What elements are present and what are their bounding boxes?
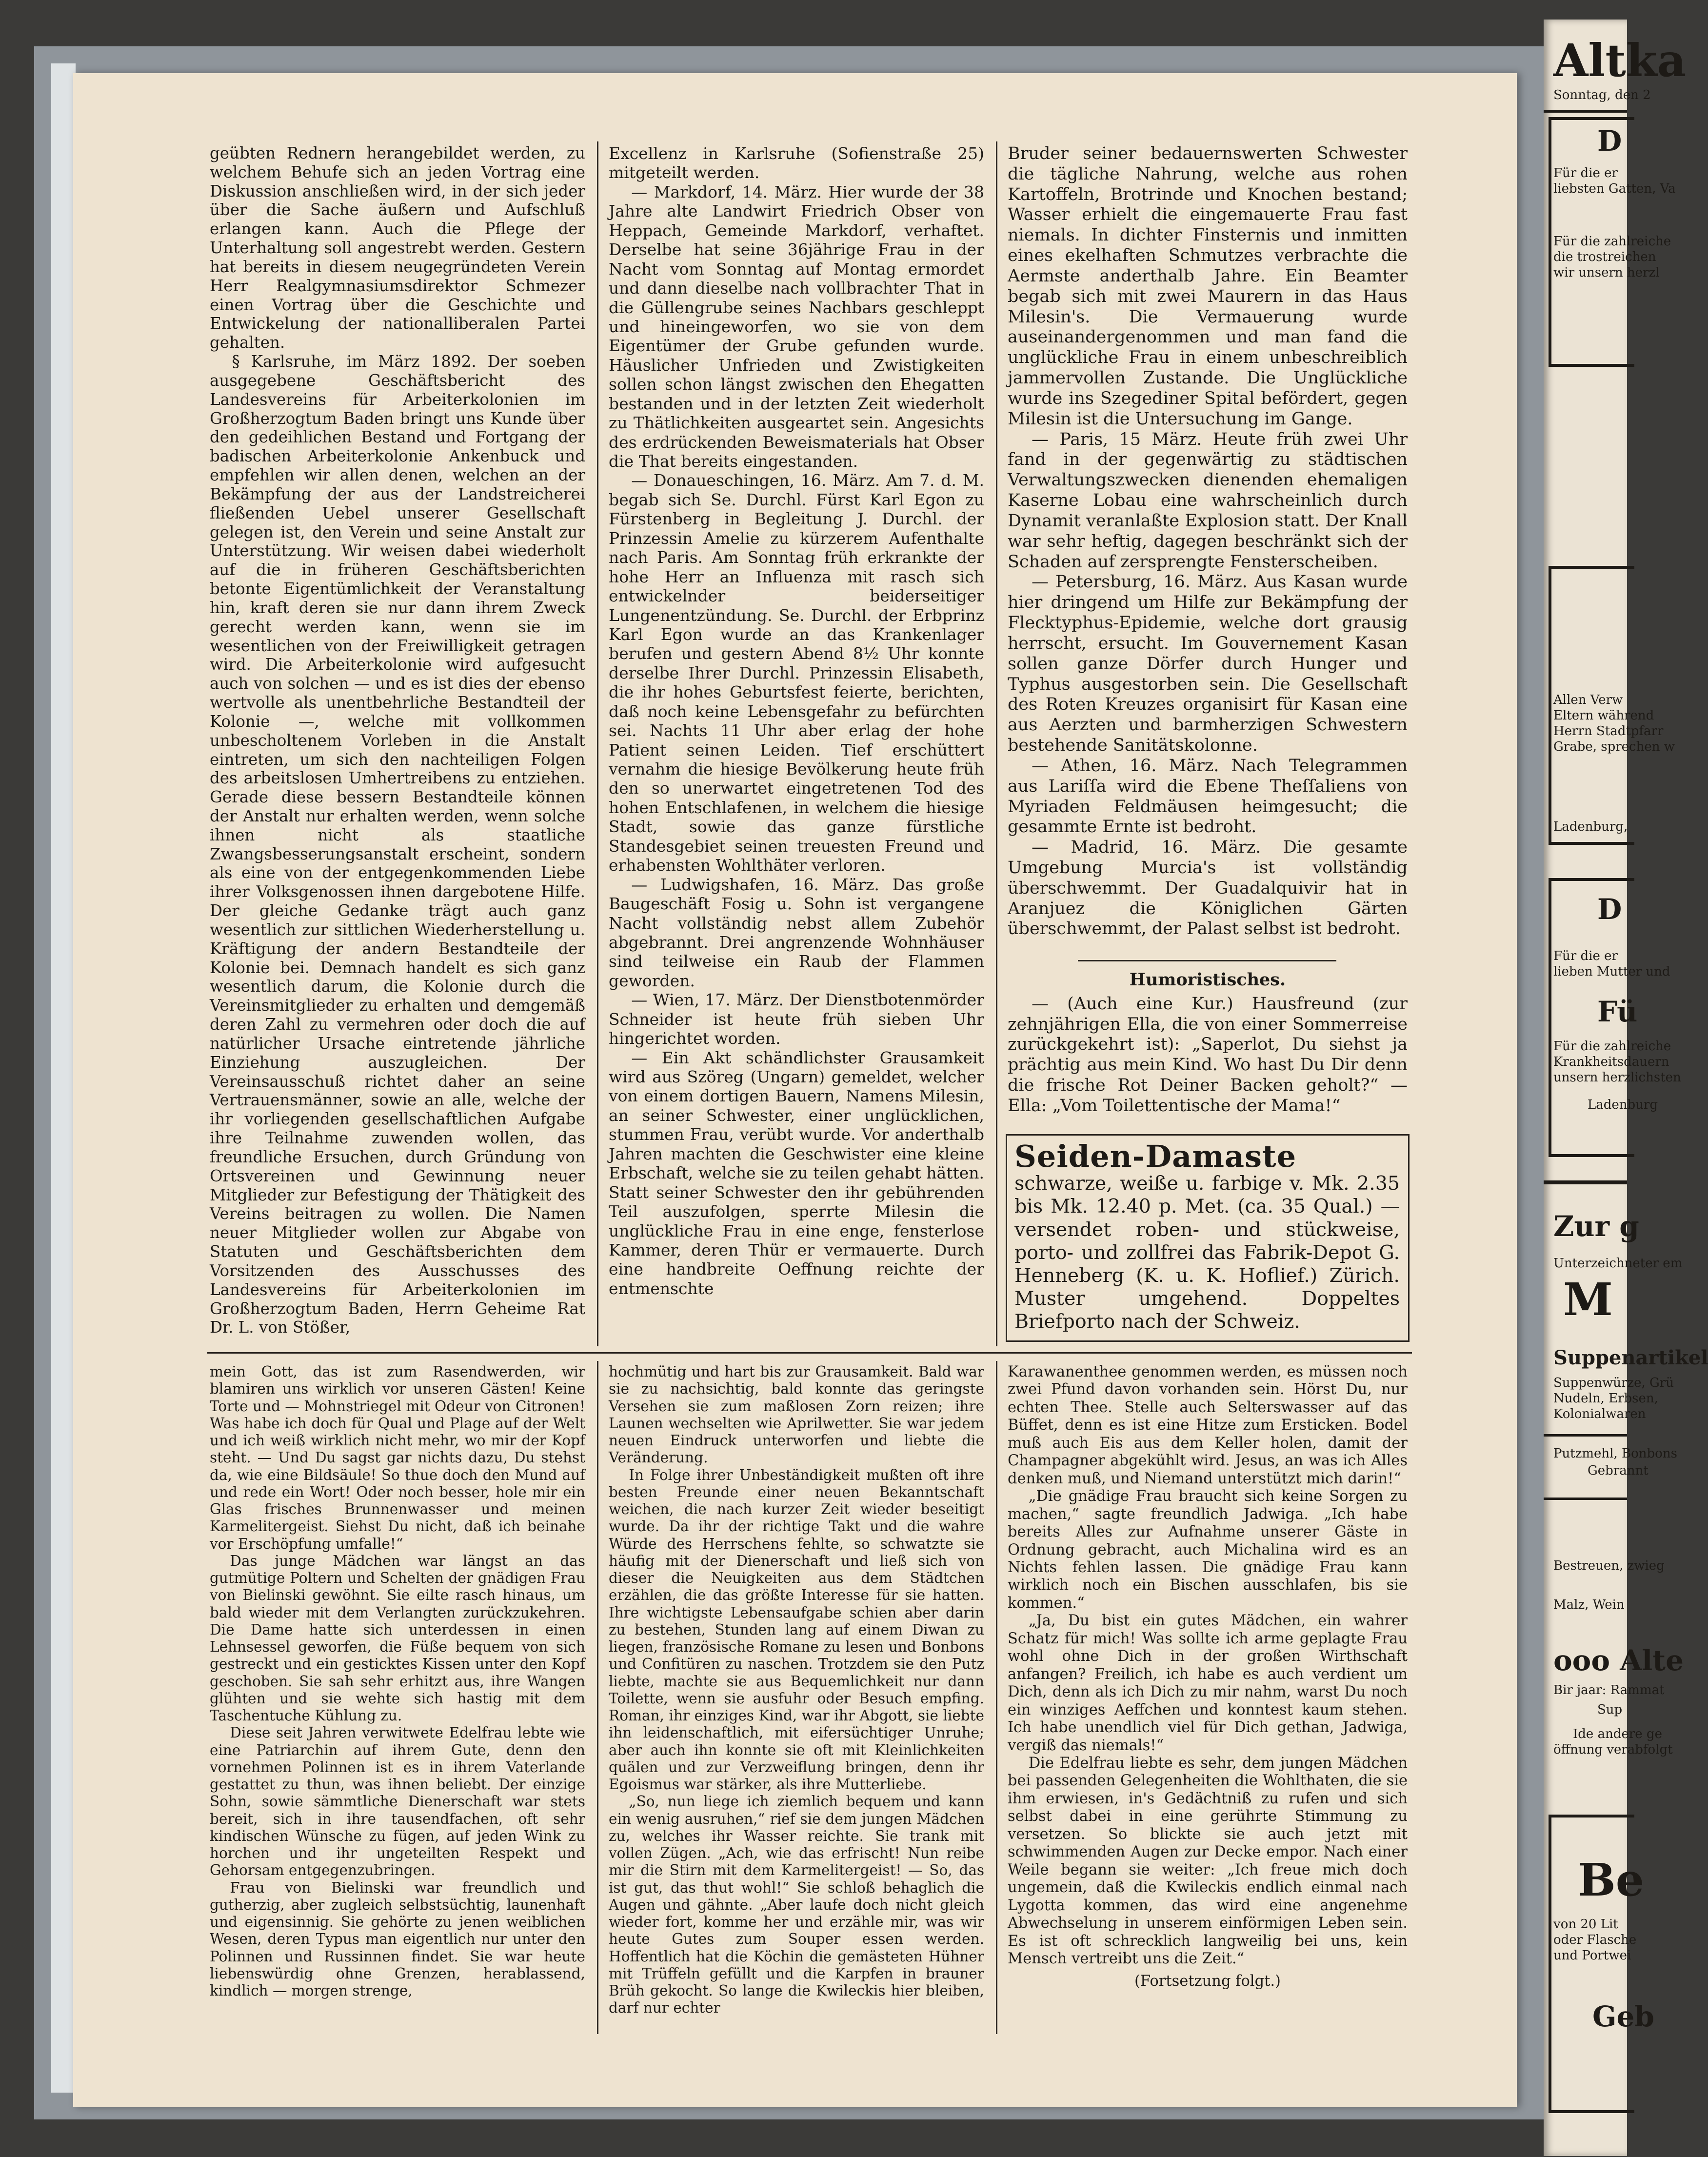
section-divider — [207, 1352, 1412, 1354]
ad-headline: Seiden-Damaste — [1014, 1138, 1297, 1174]
adjacent-fragment: Nudeln, Erbsen, — [1553, 1391, 1658, 1406]
adjacent-masthead: Altka — [1553, 34, 1687, 87]
adjacent-fragment: Ladenburg, — [1553, 819, 1628, 834]
adjacent-fragment: liebsten Gatten, Va — [1553, 181, 1676, 196]
adjacent-fragment: Grabe, sprechen w — [1553, 739, 1675, 754]
story-paragraph: „So, nun liege ich ziemlich bequem und kann ein wenig ausruhen,“ rief sie dem jungen Mädchen zu, welches ihr Wasser reichte. Sie trank mit vollen Zügen. „Ach, wie das erfrischt! Nun reibe mir die Stirn mit dem Karmelitergeist! — So, das ist gut, das thut wohl!“ Sie schloß behaglich die Augen und gähnte. „Aber laufe doch nicht gleich wieder fort, komme her und erzähle mir, was wir heute Gutes zum Souper essen werden. Hoffentlich hat die Köchin die gemästeten Hühner mit Trüffeln gefüllt und die Karpfen in brauner Brüh gekocht. So lange die Kwileckis hier bleiben, darf nur echter — [609, 1793, 984, 2017]
adjacent-fragment: Eltern während — [1553, 708, 1654, 723]
adjacent-fragment: Putzmehl, Bonbons — [1553, 1446, 1677, 1461]
adjacent-rule — [1544, 1498, 1627, 1500]
story-paragraph: Die Edelfrau liebte es sehr, dem jungen Mädchen bei passenden Gelegenheiten die Wohlthaten, die sie ihm erwiesen, in's Gedächtniß zu rufen und sich selbst dabei in eine gerührte Stimmung zu versetzen. So blickte sie auch jetzt mit schwimmenden Augen zur Decke empor. Nach einer Weile begann sie weiter: „Ich freue mich doch ungemein, daß die Kwileckis endlich einmal nach Lygotta kommen, das wird eine angenehme Abwechselung in unserem einförmigen Leben sein. Es ist oft schrecklich langweilig bei uns, kein Mensch vertreibt uns die Zeit.“ — [1008, 1754, 1408, 1967]
story-paragraph: Diese seit Jahren verwitwete Edelfrau lebte wie eine Patriarchin auf ihrem Gute, denn den vornehmen Polinnen ist es in ihrem Vaterlande gestattet zu thun, was ihnen beliebt. Der einzige Sohn, sowie sämmtliche Dienerschaft war stets bereit, sich in ihre tausendfachen, oft sehr kindischen Wünsche zu fügen, auf jeden Wink zu horchen und ihr ungeteilten Respekt und Gehorsam entgegenzubringen. — [210, 1724, 585, 1879]
column-divider — [996, 141, 997, 1346]
ad-silk-damask-text — [1014, 1138, 1400, 1334]
article-paragraph: Excellenz in Karlsruhe (Sofienstraße 25) mitgeteilt werden. — [609, 144, 984, 182]
adjacent-fragment: Krankheitsdauern — [1553, 1055, 1669, 1069]
adjacent-fragment: D — [1597, 124, 1622, 158]
adjacent-fragment: von 20 Lit — [1553, 1917, 1618, 1932]
adjacent-fragment: Malz, Wein — [1553, 1598, 1625, 1612]
adjacent-fragment: Sup — [1597, 1702, 1623, 1717]
column-1-upper — [210, 144, 585, 1337]
adjacent-fragment: Fü — [1597, 995, 1638, 1028]
adjacent-fragment: Für die zahlreiche — [1553, 1039, 1671, 1054]
adjacent-fragment: Zur g — [1553, 1210, 1639, 1243]
story-paragraph: „Die gnädige Frau braucht sich keine Sorgen zu machen,“ sagte freundlich Jadwiga. „Ich habe bereits Alles zur Aufnahme unserer Gäste in Ordnung gebracht, auch Michalina wird es an Nichts fehlen lassen. Die gnädige Frau kann wirklich noch ein Bischen ausschlafen, bis sie kommen.“ — [1008, 1488, 1408, 1612]
article-paragraph: — Donaueschingen, 16. März. Am 7. d. M. begab sich Se. Durchl. Fürst Karl Egon zu Fürstenberg in Begleitung J. Durchl. der Prinzessin Amelie zu kürzerem Aufenthalte nach Paris. Am Sonntag früh erkrankte der hohe Herr an Influenza mit rasch sich entwickelnder beiderseitiger Lungenentzündung. Se. Durchl. der Erbprinz Karl Egon wurde an das Krankenlager berufen und gestern Abend 8½ Uhr konnte derselbe Ihrer Durchl. Prinzessin Elisabeth, die ihr hohes Geburtsfest feierte, berichten, daß noch keine Lebensgefahr zu befürchten sei. Nachts 11 Uhr aber erlag der hohe Patient seinen Leiden. Tief erschüttert vernahm die hiesige Bevölkerung heute früh den so unerwartet eingetretenen Tod des hohen Entschlafenen, in welchem die hiesige Stadt, sowie das ganze fürstliche Standesgebiet seinen treuesten Freund und erhabensten Wohlthäter verloren. — [609, 471, 984, 875]
story-paragraph: In Folge ihrer Unbeständigkeit mußten oft ihre besten Freunde einer neuen Bekanntschaft weichen, die nach kurzer Zeit wieder beseitigt wurde. Da ihr der richtige Takt und die wahre Würde des Herrschens fehlte, so schwatzte sie häufig mit der Dienerschaft und ließ sich von dieser die Neuigkeiten aus dem Städtchen erzählen, die das größte Interesse für sie hatten. Ihre wichtigste Lebensaufgabe schien aber darin zu bestehen, Stunden lang auf einem Diwan zu liegen, französische Romane zu lesen und Bonbons und Confitüren zu naschen. Trotzdem sie den Putz liebte, machte sie aus Bequemlichkeit nur dann Toilette, wenn sie ausfuhr oder Besuch empfing. Roman, ihr einziges Kind, war ihr Abgott, sie liebte ihn leidenschaftlich, mit eifersüchtiger Unruhe; aber auch ihn konnte sie oft mit Kleinlichkeiten quälen und zur Verzweiflung bringen, denn ihr Egoismus war stärker, als ihre Mutterliebe. — [609, 1466, 984, 1793]
adjacent-fragment: Für die er — [1553, 166, 1618, 180]
adjacent-fragment: die trostreichen — [1553, 250, 1656, 264]
adjacent-fragment: Gebrannt — [1588, 1463, 1648, 1478]
article-paragraph: geübten Rednern herangebildet werden, zu welchem Behufe sich an jeden Vortrag eine Diskussion anschließen wird, in der sich jeder über die Sache äußern und Aufschluß erlangen kann. Auch die Pflege der Unterhaltung soll angestrebt werden. Gestern hat bereits in diesem neugegründeten Verein Herr Realgymnasiumsdirektor Schmezer einen Vortrag über die Geschichte und Entwickelung der nationalliberalen Partei gehalten. — [210, 144, 585, 352]
article-paragraph: — Athen, 16. März. Nach Telegrammen aus Lariſſa wird die Ebene Theſſaliens von Myriaden Feldmäusen heimgesucht; die gesammte Ernte ist bedroht. — [1008, 756, 1408, 837]
humor-paragraph: — (Auch eine Kur.) Hausfreund (zur zehnjährigen Ella, die von einer Sommerreise zurückgekehrt ist): „Saperlot, Du siehst ja prächtig aus mein Kind. Wo hast Du Dir denn die frische Rot Deiner Backen geholt?“ — Ella: „Vom Toilettentische der Mama!“ — [1008, 994, 1408, 1116]
column-3-upper — [1008, 144, 1408, 956]
column-3-lower — [1008, 1363, 1408, 2022]
story-paragraph: „Ja, Du bist ein gutes Mädchen, ein wahrer Schatz für mich! Was sollte ich arme geplagte Frau wohl ohne Dich in der großen Wirthschaft anfangen? Freilich, ich habe es auch verdient um Dich, denn als ich Dich zu mir nahm, warst Du noch ein winziges Aeffchen und konntest kaum stehen. Ich habe unendlich viel für Dich gethan, Jadwiga, vergiß das niemals!“ — [1008, 1612, 1408, 1754]
adjacent-fragment: unsern herzlichsten — [1553, 1070, 1681, 1085]
adjacent-fragment: öffnung verabfolgt — [1553, 1742, 1673, 1757]
adjacent-fragment: Geb — [1592, 2000, 1654, 2033]
article-paragraph: § Karlsruhe, im März 1892. Der soeben ausgegebene Geschäftsbericht des Landesvereins für Arbeiterkolonien im Großherzogtum Baden bringt uns Kunde über den gedeihlichen Bestand und Fortgang der badischen Arbeiterkolonie Ankenbuck und empfehlen wir allen denen, welchen an der Bekämpfung der aus der Landstreicherei fließenden Uebel unserer Gesellschaft gelegen ist, den Verein und seine Anstalt zur Unterstützung. Wir weisen dabei wiederholt auf die in früheren Geschäftsberichten betonte Eigentümlichkeit der Veranstaltung hin, kraft deren sie nur dann ihrem Zweck gerecht werden kann, wenn sie im wesentlichen von der Freiwilligkeit getragen wird. Die Arbeiterkolonie wird aufgesucht auch von solchen — und es ist dies der ebenso wertvolle als unentbehrliche Bestandteil der Kolonie —, welche mit vollkommen unbescholtenem Vorleben in die Anstalt eintreten, um sich den nachteiligen Folgen des arbeitslosen Umhertreibens zu entziehen. Gerade diese bessern Bestandteile können der Anstalt nur erhalten werden, wenn solche ihnen nicht als staatliche Zwangsbesserungsanstalt erscheint, sondern als eine von der entgegenkommenden Liebe ihrer Volksgenossen ihnen dargebotene Hilfe. Der gleiche Gedanke trägt auch ganz wesentlich zur sittlichen Wiederherstellung u. Kräftigung der andern Bestandteile der Kolonie bei. Demnach handelt es sich ganz wesentlich darum, die Kolonie durch die Vereinsmitglieder zu erhalten und demgemäß deren Zahl zu vermehren oder doch die auf natürlicher Ursache eintretende jährliche Einziehung auszugleichen. Der Vereinsausschuß richtet daher an seine Vertrauensmänner, sowie an alle, welche der ihr vorliegenden gesellschaftlichen Aufgabe ihre Teilnahme zuwenden wollen, das freundliche Ersuchen, durch Gründung von Ortsvereinen und Gewinnung neuer Mitglieder zur Befestigung der Thätigkeit des Vereins beitragen zu wollen. Die Namen neuer Mitglieder wollen zur Abgabe von Statuten und Geschäftsberichten dem Vorsitzenden des Ausschusses des Landesvereins für Arbeiterkolonien im Großherzogtum Baden, Herrn Geheime Rat Dr. L. von Stößer, — [210, 352, 585, 1337]
adjacent-rule — [1544, 110, 1627, 113]
adjacent-fragment: Unterzeichneter em — [1553, 1256, 1683, 1271]
adjacent-fragment: Ladenburg — [1588, 1098, 1658, 1112]
article-paragraph: — Madrid, 16. März. Die gesamte Umgebung Murcia's ist vollständig überschwemmt. Der Guadalquivir hat in Aranjuez die Königlichen Gärten überschwemmt, der Palast selbst ist bedroht. — [1008, 838, 1408, 939]
adjacent-fragment: wir unsern herzl — [1553, 265, 1660, 280]
humor-heading: Humoristisches. — [1129, 970, 1286, 990]
column-2-upper — [609, 144, 984, 1337]
binder-edge — [51, 63, 76, 2093]
adjacent-fragment: Für die zahlreiche — [1553, 234, 1671, 249]
article-paragraph: Bruder seiner bedauernswerten Schwester die tägliche Nahrung, welche aus rohen Kartoffeln, Brotrinde und Knochen bestand; Wasser erhielt die eingemauerte Frau fast niemals. In dichter Finsternis und inmitten eines ekelhaften Schmutzes verbrachte die Aermste anderthalb Jahre. Ein Beamter begab sich mit zwei Maurern in das Haus Milesin's. Die Vermauerung wurde auseinandergenommen und man fand die unglückliche Frau in einem unbeschreiblich jammervollen Zustande. Die Unglückliche wurde ins Szegediner Spital befördert, gegen Milesin ist die Untersuchung im Gange. — [1008, 144, 1408, 429]
ad-paragraph — [1014, 1138, 1400, 1334]
adjacent-fragment: Be — [1578, 1854, 1645, 1906]
adjacent-fragment: Herrn Stadtpfarr — [1553, 724, 1664, 739]
ad-body: schwarze, weiße u. farbige v. Mk. 2.35 bis Mk. 12.40 p. Met. (ca. 35 Qual.) — versendet roben- und stückweise, porto- und zollfrei das Fabrik-Depot G. Henneberg (K. u. K. Hoflief.) Zürich. Muster umgehend. Doppeltes Briefporto nach der Schweiz. — [1014, 1172, 1400, 1333]
article-paragraph: — Wien, 17. März. Der Dienstbotenmörder Schneider ist heute früh sieben Uhr hingerichtet worden. — [609, 990, 984, 1048]
story-paragraph: Das junge Mädchen war längst an das gutmütige Poltern und Schelten der gnädigen Frau von Bielinski gewöhnt. Sie eilte rasch hinaus, um bald wieder mit dem Verlangten zurückzukehren. Die Dame hatte sich unterdessen in einen Lehnsessel geworfen, die Füße bequem von sich gestreckt und ein gesticktes Kissen unter den Kopf geschoben. Sie sah sehr erhitzt aus, ihre Wangen glühten und sie wehte sich hastig mit dem Taschentuche Kühlung zu. — [210, 1552, 585, 1724]
adjacent-fragment: ooo Alte — [1553, 1644, 1684, 1677]
adjacent-fragment: oder Flasche — [1553, 1933, 1637, 1947]
adjacent-fragment: Kolonialwaren — [1553, 1407, 1646, 1421]
adjacent-fragment: und Portwei — [1553, 1948, 1631, 1963]
adjacent-fragment: Suppenwürze, Grü — [1553, 1376, 1674, 1390]
adjacent-rule — [1544, 1434, 1627, 1437]
newspaper-page — [73, 73, 1517, 2107]
column-divider — [597, 141, 598, 1346]
article-paragraph: — Ein Akt schändlichster Grausamkeit wird aus Szöreg (Ungarn) gemeldet, welcher von einem dortigen Bauern, Namens Milesin, an seiner Schwester, einer unglücklichen, stummen Frau, verübt wurde. Vor anderthalb Jahren machten die Geschwister eine kleine Erbschaft, welche sie zu teilen gehabt hätten. Statt seiner Schwester den ihr gebührenden Teil auszufolgen, sperrte Milesin die unglückliche Frau in eine enge, fensterlose Kammer, deren Thür er vermauerte. Durch eine handbreite Oeffnung reichte der entmenschte — [609, 1048, 984, 1298]
adjacent-fragment: Ide andere ge — [1573, 1727, 1662, 1741]
adjacent-fragment: Bestreuen, zwieg — [1553, 1558, 1665, 1573]
story-paragraph: hochmütig und hart bis zur Grausamkeit. Bald war sie zu nachsichtig, bald konnte das geringste Versehen sie zum maßlosen Zorn reizen; ihre Launen wechselten wie Aprilwetter. Sie war jedem neuen Eindruck unterworfen und liebte die Veränderung. — [609, 1363, 984, 1466]
adjacent-fragment: lieben Mutter und — [1553, 964, 1670, 979]
article-paragraph: — Paris, 15 März. Heute früh zwei Uhr fand in der gegenwärtig zu städtischen Verwaltungszwecken dienenden ehemaligen Kaserne Lobau eine wahrscheinlich durch Dynamit veranlaßte Explosion statt. Der Knall war sehr heftig, dagegen beschränkt sich der Schaden auf zersprengte Fensterscheiben. — [1008, 429, 1408, 572]
adjacent-fragment: Allen Verw — [1553, 693, 1623, 707]
adjacent-page — [1544, 20, 1708, 2156]
column-1-lower — [210, 1363, 585, 2022]
adjacent-fragment: M — [1563, 1273, 1613, 1326]
adjacent-rule — [1544, 1180, 1627, 1184]
section-rule — [1078, 960, 1336, 961]
continued-note: (Fortsetzung folgt.) — [1134, 1973, 1281, 1990]
column-2-lower — [609, 1363, 984, 2022]
column-3-humor — [1008, 965, 1408, 1123]
adjacent-fragment: Bir jaar: Rammat — [1553, 1683, 1665, 1698]
adjacent-date: Sonntag, den 2 — [1553, 88, 1651, 102]
adjacent-fragment: Suppenartikel — [1553, 1346, 1708, 1369]
adjacent-fragment: D — [1597, 893, 1622, 926]
article-paragraph: — Petersburg, 16. März. Aus Kasan wurde hier dringend um Hilfe zur Bekämpfung der Flecktyphus-Epidemie, welche dort grausig herrscht, ersucht. Im Gouvernement Kasan sollen ganze Dörfer durch Hunger und Typhus ausgestorben sein. Die Gesellschaft des Roten Kreuzes organisirt für Kasan eine aus Aerzten und barmherzigen Schwestern bestehende Sanitätskolonne. — [1008, 572, 1408, 756]
story-paragraph: mein Gott, das ist zum Rasendwerden, wir blamiren uns wirklich vor unseren Gästen! Keine Torte und — Mohnstriegel mit Odeur von Citronen! Was habe ich doch für Qual und Plage auf der Welt und ich weiß wirklich nicht mehr, wo mir der Kopf steht. — Und Du sagst gar nichts dazu, Du stehst da, wie eine Bildsäule! So thue doch den Mund auf und rede ein Wort! Oder noch besser, hole mir ein Glas frisches Brunnenwasser und meinen Karmelitergeist. Siehst Du nicht, daß ich beinahe vor Erschöpfung umfalle!“ — [210, 1363, 585, 1552]
article-paragraph: — Markdorf, 14. März. Hier wurde der 38 Jahre alte Landwirt Friedrich Obser von Heppach, Gemeinde Markdorf, verhaftet. Derselbe hat seine 36jährige Frau in der Nacht vom Sonntag auf Montag ermordet und dann dieselbe nach vollbrachter That in die Güllengrube seines Nachbars geschleppt und hineingeworfen, wo sie von dem Eigentümer der Grube gefunden wurde. Häuslicher Unfrieden und Zwistigkeiten sollen schon längst zwischen den Ehegatten bestanden und in der letzten Zeit wiederholt zu Thätlichkeiten ausgeartet sein. Angesichts des erdrückenden Beweismaterials hat Obser die That bereits eingestanden. — [609, 182, 984, 471]
story-paragraph: Frau von Bielinski war freundlich und gutherzig, aber zugleich selbstsüchtig, launenhaft und eigensinnig. Sie gehörte zu jenen weiblichen Wesen, deren Typus man eigentlich nur unter den Polinnen und Russinnen findet. Sie war heute liebenswürdig ohne Grenzen, herablassend, kindlich — morgen strenge, — [210, 1879, 585, 1999]
column-divider — [996, 1361, 997, 2034]
article-paragraph: — Ludwigshafen, 16. März. Das große Baugeschäft Fosig u. Sohn ist vergangene Nacht vollständig nebst allem Zubehör abgebrannt. Drei angrenzende Wohnhäuser sind teilweise ein Raub der Flammen geworden. — [609, 875, 984, 990]
adjacent-fragment: Für die er — [1553, 949, 1618, 963]
story-paragraph: Karawanenthee genommen werden, es müssen noch zwei Pfund davon vorhanden sein. Hörst Du, nur echten Thee. Stelle auch Selterswasser auf das Büffet, denn es ist eine Hitze zum Ersticken. Bodel muß auch Eis aus dem Keller holen, damit der Champagner abgekühlt wird. Jesus, an was ich Alles denken muß, und Niemand unterstützt mich darin!“ — [1008, 1363, 1408, 1487]
column-divider — [597, 1361, 598, 2034]
